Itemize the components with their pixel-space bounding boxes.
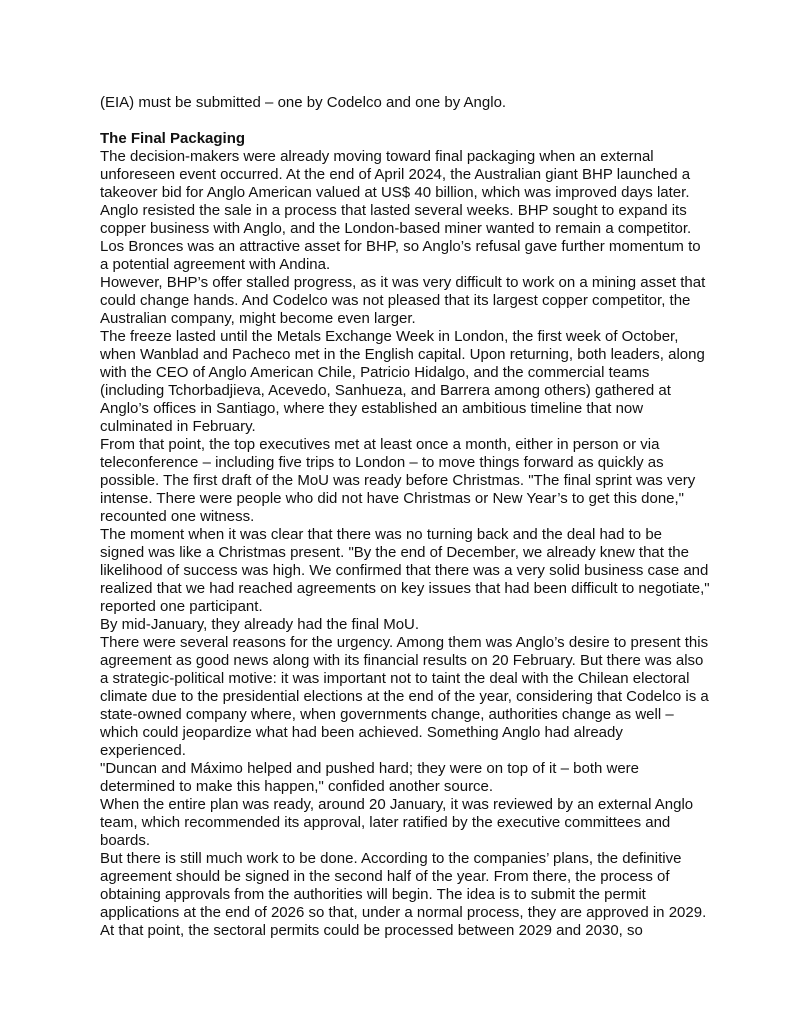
paragraph-stalled-progress: However, BHP’s offer stalled progress, as it was very difficult to work on a mining asset that could change hands. And Codelco was not pleased that its largest copper competitor, the Australian company, might become even larger.: [100, 274, 706, 327]
paragraph-duncan-maximo: "Duncan and Máximo helped and pushed hard; they were on top of it – both were determined to make this happen," confided another source.: [100, 760, 640, 795]
document-page: [100, 94, 710, 940]
paragraph-plan-review: When the entire plan was ready, around 20 January, it was reviewed by an external Anglo team, which recommended its approval, later ratified by the executive committees and boards.: [100, 796, 694, 849]
paragraph-bhp-bid: The decision-makers were already moving toward final packaging when an external unforeseen event occurred. At the end of April 2024, the Australian giant BHP launched a takeover bid for Anglo American valued at US$ 40 billion, which was improved days later. Anglo resisted the sale in a process that lasted several weeks. BHP sought to expand its copper business with Anglo, and the London-based miner wanted to remain a competitor. Los Bronces was an attractive asset for BHP, so Anglo’s refusal gave further momentum to a potential agreement with Andina.: [100, 148, 701, 273]
section-title: The Final Packaging: [100, 130, 246, 147]
lead-fragment: (EIA) must be submitted – one by Codelco and one by Anglo.: [100, 94, 507, 111]
paragraph-executives-meetings: From that point, the top executives met at least once a month, either in person or via teleconference – including five trips to London – to move things forward as quickly as possible. The first draft of the MoU was ready before Christmas. "The final sprint was very intense. There were people who did not have Christmas or New Year’s to get this done," recounted one witness.: [100, 436, 696, 525]
paragraph-final-mou: By mid-January, they already had the final MoU.: [100, 616, 420, 633]
paragraph-freeze: The freeze lasted until the Metals Exchange Week in London, the first week of October, when Wanblad and Pacheco met in the English capital. Upon returning, both leaders, along with the CEO of Anglo American Chile, Patricio Hidalgo, and the commercial teams (including Tchorbadjieva, Acevedo, Sanhueza, and Barrera among others) gathered at Anglo’s offices in Santiago, where they established an ambitious timeline that now culminated in February.: [100, 328, 705, 435]
paragraph-urgency-reasons: There were several reasons for the urgency. Among them was Anglo’s desire to present this agreement as good news along with its financial results on 20 February. But there was also a strategic-political motive: it was important not to taint the deal with the Chilean electoral climate due to the presidential elections at the end of the year, considering that Codelco is a state-owned company where, when governments change, authorities change as well – which could jeopardize what had been achieved. Something Anglo had already experienced.: [100, 634, 709, 759]
paragraph-remaining-work: But there is still much work to be done. According to the companies’ plans, the definitive agreement should be signed in the second half of the year. From there, the process of obtaining approvals from the authorities will begin. The idea is to submit the permit applications at the end of 2026 so that, under a normal process, they are approved in 2029. At that point, the sectoral permits could be processed between 2029 and 2030, so: [100, 850, 707, 939]
paragraph-christmas-present: The moment when it was clear that there was no turning back and the deal had to be signed was like a Christmas present. "By the end of December, we already knew that the likelihood of success was high. We confirmed that there was a very solid business case and realized that we had reached agreements on key issues that had been difficult to negotiate," reported one participant.: [100, 526, 710, 615]
